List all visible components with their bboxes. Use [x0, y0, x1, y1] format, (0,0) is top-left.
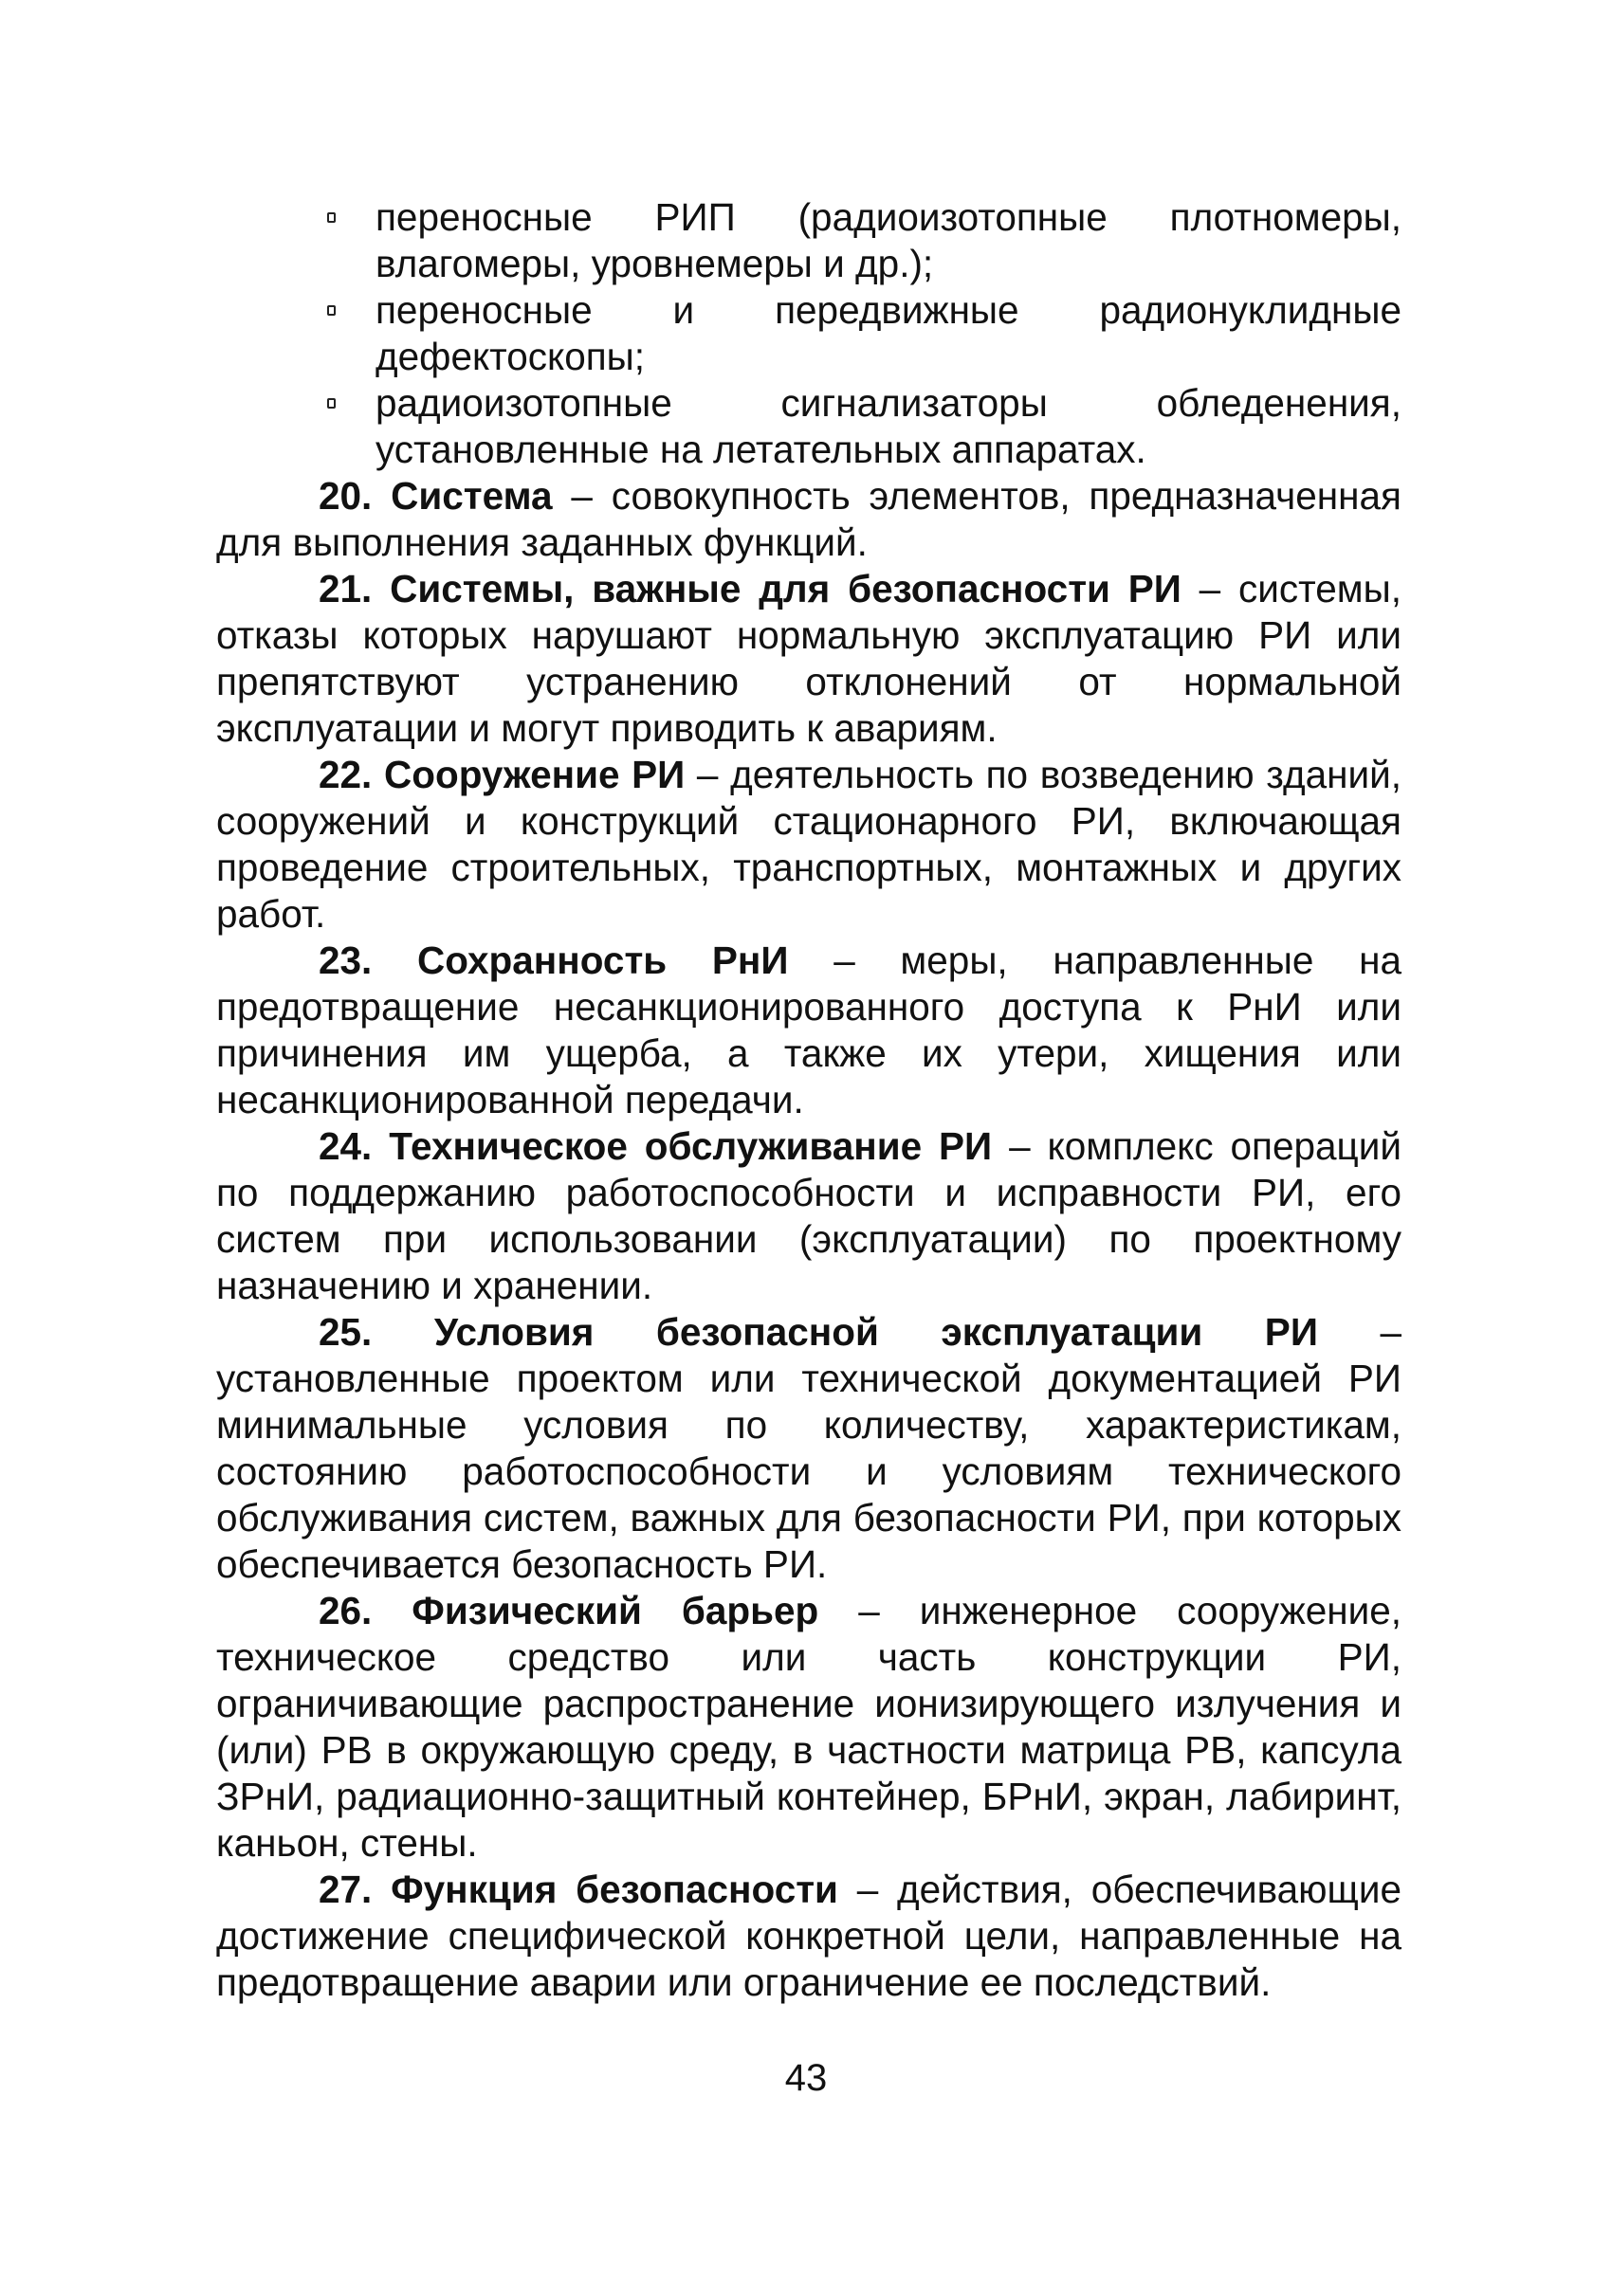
term-paragraph-23	[216, 938, 1401, 1123]
list-item	[216, 287, 1401, 380]
term-title: Система	[391, 474, 553, 518]
term-number: 24.	[319, 1124, 373, 1168]
term-title: Физический барьер	[412, 1589, 819, 1632]
term-title: Функция безопасности	[391, 1868, 838, 1911]
list-item	[216, 380, 1401, 473]
term-number: 27.	[319, 1868, 373, 1911]
term-definition: – совокупность элементов, предназначенная для выполнения заданных функций.	[216, 474, 1401, 564]
term-paragraph-21	[216, 566, 1401, 752]
bullet-list	[216, 194, 1401, 473]
term-title: Сооружение РИ	[383, 753, 686, 796]
term-definition: – системы, отказы которых нарушают нормальную эксплуатацию РИ или препятствуют устранению отклонений от нормальной эксплуатации и могут приводить к авариям.	[216, 567, 1401, 750]
term-paragraph-20	[216, 473, 1401, 566]
term-number: 20.	[319, 474, 373, 518]
term-title: Условия безопасной эксплуатации РИ	[433, 1310, 1318, 1354]
bullet-icon	[327, 212, 336, 223]
term-definition: – действия, обеспечивающие достижение специфической конкретной цели, направленные на предотвращение аварии или ограничение ее последствий.	[216, 1868, 1401, 2004]
term-definition: – инженерное сооружение, техническое средство или часть конструкции РИ, ограничивающие распространение ионизирующего излучения и (или) РВ в окружающую среду, в частности матрица РВ, капсула ЗРнИ, радиационно-защитный контейнер, БРнИ, экран, лабиринт, каньон, стены.	[216, 1589, 1401, 1865]
term-definition: – установленные проектом или технической документацией РИ минимальные условия по количеству, характеристикам, состоянию работоспособности и условиям технического обслуживания систем, важных для безопасности РИ, при которых обеспечивается безопасность РИ.	[216, 1310, 1401, 1586]
term-paragraph-26	[216, 1588, 1401, 1867]
term-paragraph-24	[216, 1123, 1401, 1309]
term-paragraph-27	[216, 1867, 1401, 2006]
term-paragraph-22	[216, 752, 1401, 938]
term-number: 22.	[319, 753, 373, 796]
bullet-icon	[327, 305, 336, 316]
term-title: Системы, важные для безопасности РИ	[390, 567, 1182, 610]
term-definition: – комплекс операций по поддержанию работоспособности и исправности РИ, его систем при использовании (эксплуатации) по проектному назначению и хранении.	[216, 1124, 1401, 1307]
list-item	[216, 194, 1401, 287]
page-number: 43	[784, 2057, 828, 2099]
term-title: Техническое обслуживание РИ	[389, 1124, 993, 1168]
term-number: 23.	[319, 938, 373, 982]
term-title: Сохранность РнИ	[417, 938, 789, 982]
term-definition: – меры, направленные на предотвращение несанкционированного доступа к РнИ или причинения им ущерба, а также их утери, хищения или несанкционированной передачи.	[216, 938, 1401, 1121]
term-number: 25.	[319, 1310, 373, 1354]
bullet-text: радиоизотопные сигнализаторы обледенения, установленные на летательных аппаратах.	[376, 381, 1401, 471]
bullet-icon	[327, 398, 336, 409]
bullet-text: переносные РИП (радиоизотопные плотномеры, влагомеры, уровнемеры и др.);	[376, 195, 1401, 285]
term-paragraph-25	[216, 1309, 1401, 1588]
term-definition: – деятельность по возведению зданий, сооружений и конструкций стационарного РИ, включающая проведение строительных, транспортных, монтажных и других работ.	[216, 753, 1401, 936]
term-number: 26.	[319, 1589, 373, 1632]
document-page	[216, 194, 1401, 2006]
bullet-text: переносные и передвижные радионуклидные дефектоскопы;	[376, 288, 1401, 378]
term-number: 21.	[319, 567, 373, 610]
